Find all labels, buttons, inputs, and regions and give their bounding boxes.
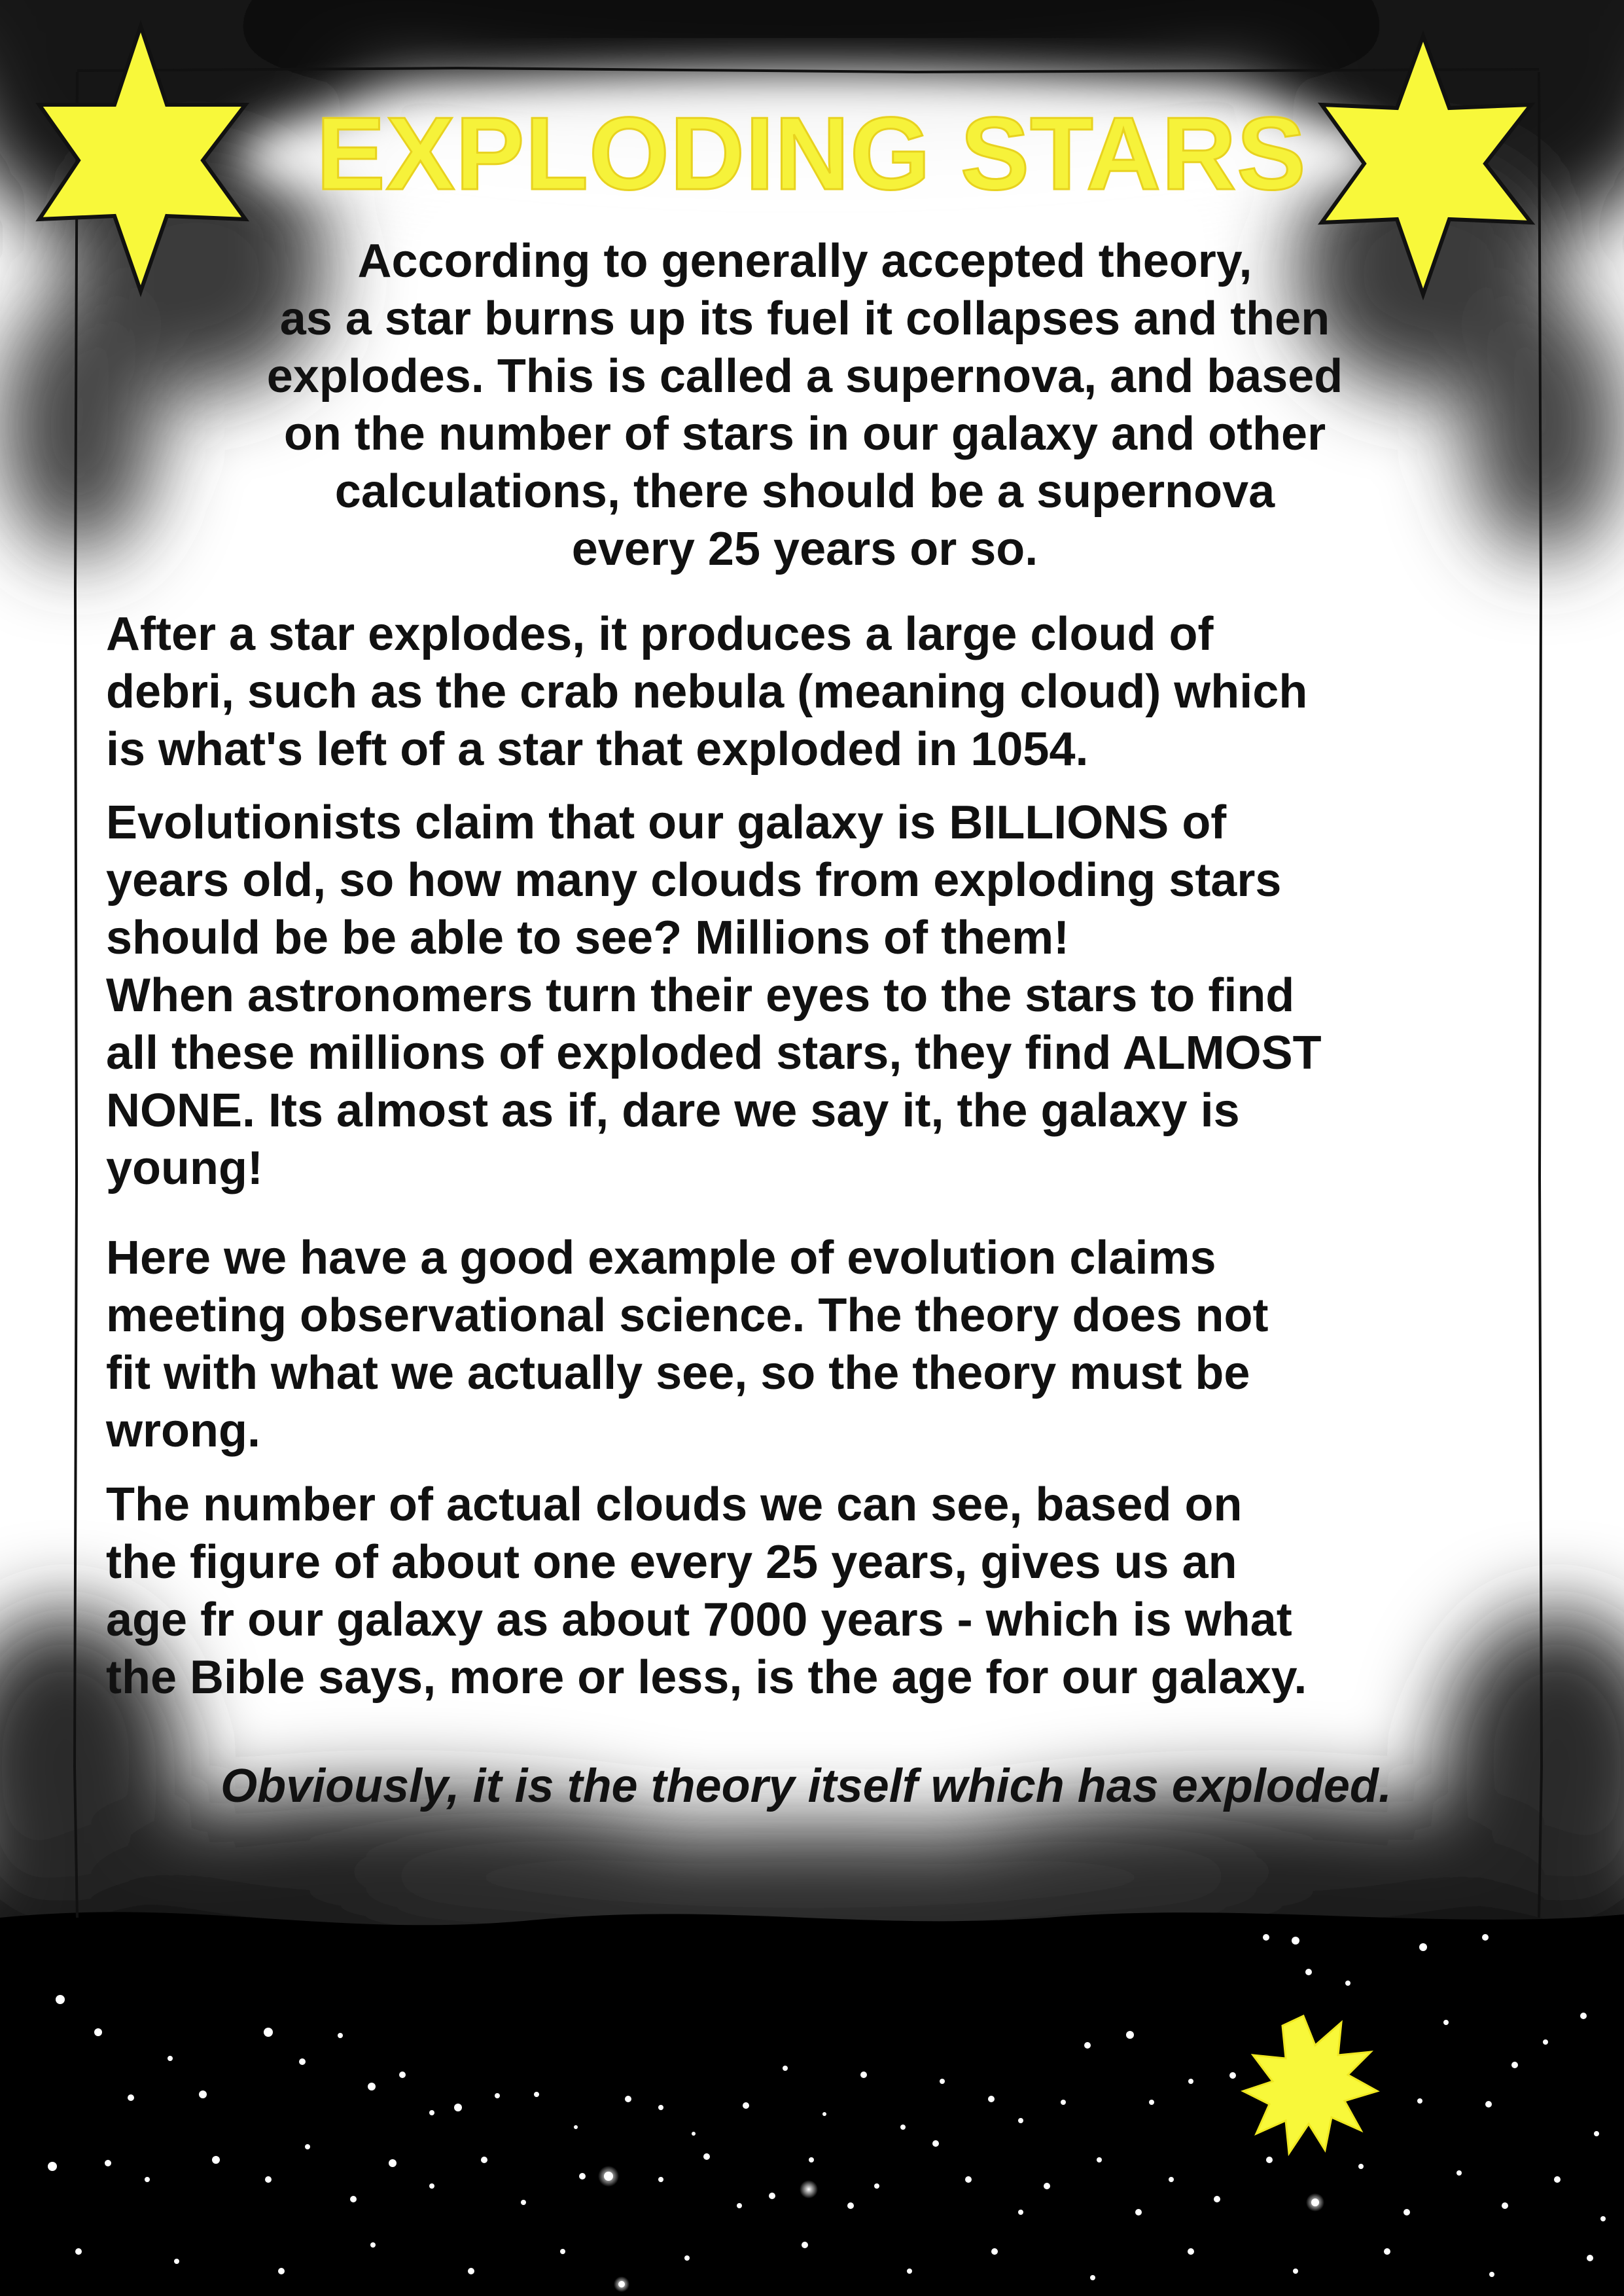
text-line: all these millions of exploded stars, they find ALMOST — [106, 1027, 1322, 1079]
text-line: NONE. Its almost as if, dare we say it, the galaxy is — [106, 1085, 1240, 1137]
text-line: When astronomers turn their eyes to the stars to find — [106, 969, 1295, 1022]
page-title: EXPLODING STARS — [316, 96, 1307, 211]
paragraph-galaxy-age — [106, 1476, 1506, 1706]
text-line: meeting observational science. The theory does not — [106, 1289, 1269, 1342]
text-line: on the number of stars in our galaxy and other — [283, 408, 1326, 460]
text-line: Evolutionists claim that our galaxy is BILLIONS of — [106, 797, 1227, 849]
text-line: is what's left of a star that exploded in 1054. — [106, 723, 1089, 776]
text-line: According to generally accepted theory, — [357, 235, 1252, 287]
paragraph-observational-science — [106, 1229, 1506, 1460]
night-sky — [0, 1912, 1624, 2296]
text-line: calculations, there should be a supernova — [334, 465, 1275, 518]
text-line: should be be able to see? Millions of them! — [106, 912, 1070, 964]
text-line: After a star explodes, it produces a large cloud of — [106, 608, 1214, 660]
text-line: young! — [106, 1142, 263, 1194]
text-line: The number of actual clouds we can see, based on — [106, 1479, 1243, 1531]
text-line: every 25 years or so. — [571, 523, 1038, 575]
text-line: years old, so how many clouds from exploding stars — [106, 854, 1282, 906]
text-line: as a star burns up its fuel it collapses and then — [279, 293, 1330, 345]
text-line: debri, such as the crab nebula (meaning cloud) which — [106, 666, 1308, 718]
text-line: age fr our galaxy as about 7000 years - which is what — [106, 1594, 1292, 1646]
paragraph-evolutionists — [106, 794, 1506, 1197]
intro-text — [164, 232, 1446, 578]
paragraph-nebula — [106, 605, 1506, 778]
text-line: the Bible says, more or less, is the age for our galaxy. — [106, 1651, 1307, 1704]
closing-statement: Obviously, it is the theory itself which has exploded. — [221, 1760, 1392, 1812]
text-line: wrong. — [106, 1405, 260, 1457]
text-line: fit with what we actually see, so the theory must be — [106, 1347, 1250, 1399]
text-line: the figure of about one every 25 years, gives us an — [106, 1536, 1237, 1588]
text-line: Here we have a good example of evolution claims — [106, 1232, 1216, 1284]
text-line: explodes. This is called a supernova, and based — [266, 350, 1343, 403]
